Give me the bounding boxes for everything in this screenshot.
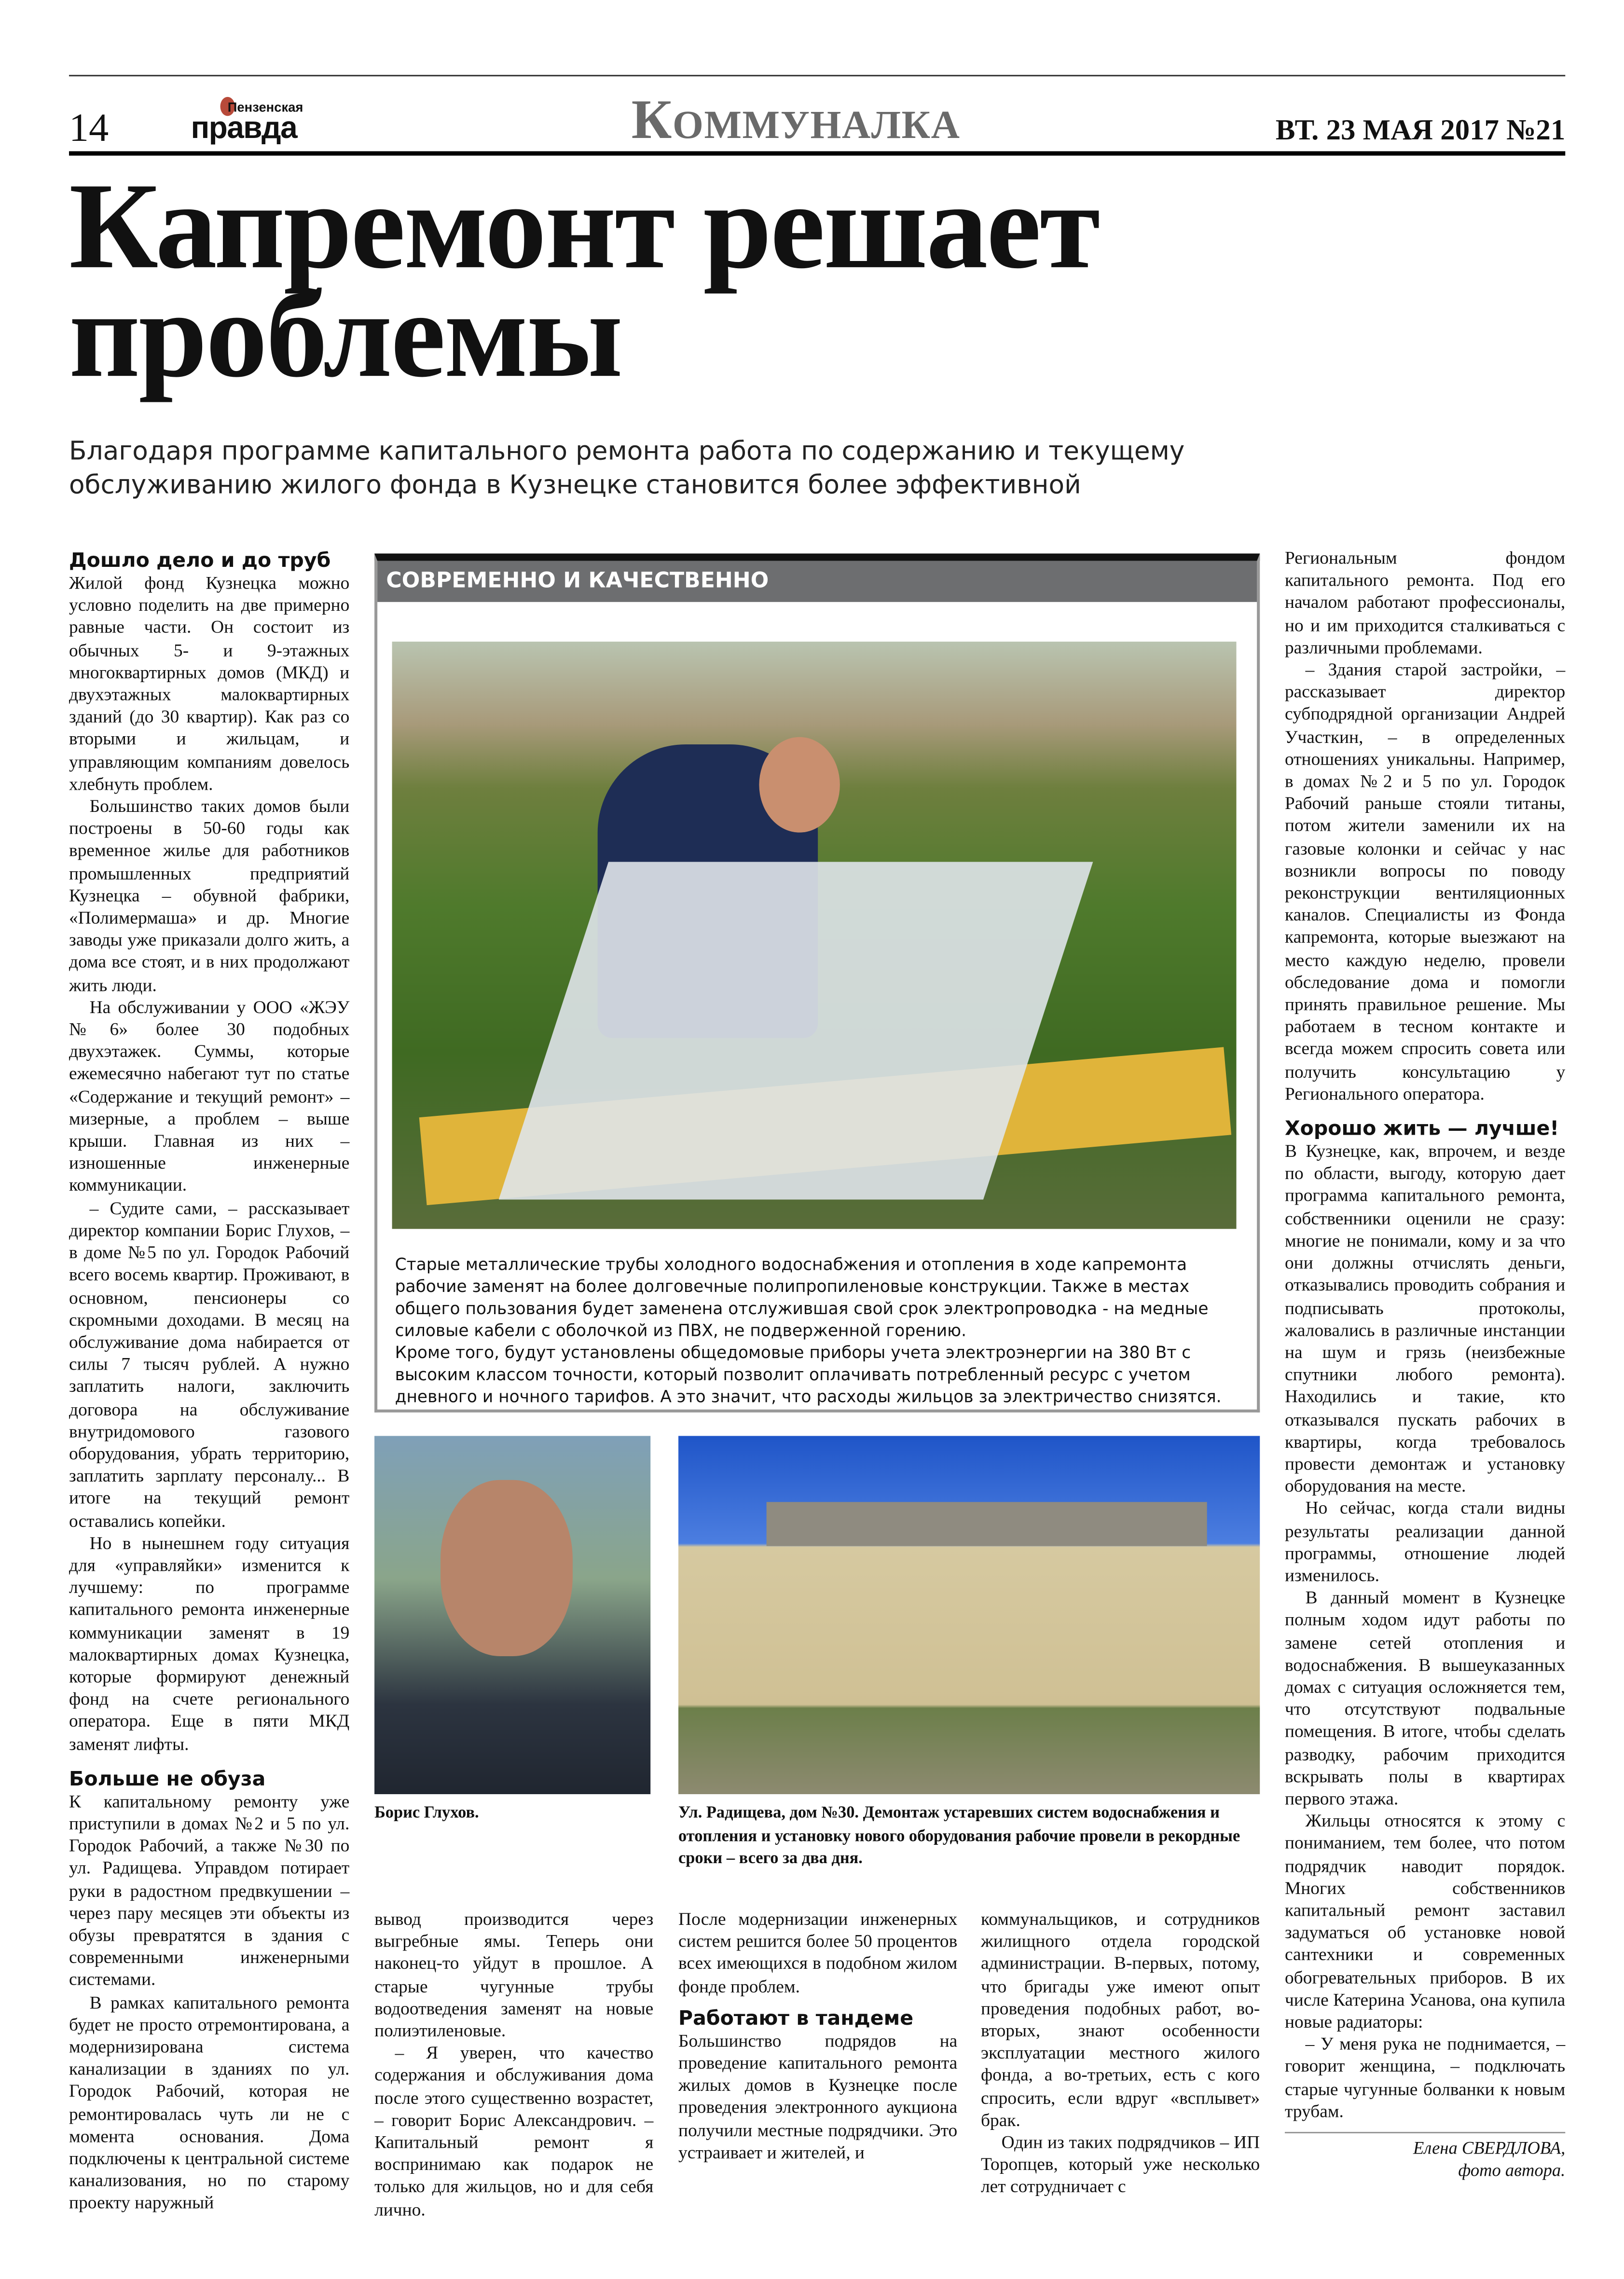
paragraph: В рамках капитального ремонта будет не просто отремонтирована, а модернизирована система канализации в зданиях по ул. Городок Рабочий, которая не ремонтировалась чуть ли не с момента основания. Дома подключены к центральной системе канализования, но по старому проекту наружный bbox=[69, 1991, 350, 2213]
sidebar-box bbox=[374, 553, 1260, 1412]
column-3 bbox=[678, 1908, 957, 2164]
paragraph: Региональным фондом капитального ремонта. Под его началом работают профессионалы, но и им приходится сталкиваться с различными проблемами. bbox=[1284, 548, 1566, 658]
box-caption-paragraph: Старые металлические трубы холодного водоснабжения и отопления в ходе капремонта рабочие заменят на более долговечные полипропиленовые конструкции. Также в местах общего пользования будет заменена отслужившая свой срок электропроводка - на медные силовые кабели с оболочкой из ПВХ, не подверженной горению. bbox=[395, 1255, 1209, 1341]
headline-line-1: Капремонт решает bbox=[69, 158, 1099, 295]
paragraph: Жильцы относятся к этому с пониманием, тем более, что потом подрядчик наводит порядок. Многих собственников капитальный ремонт заставил задуматься об установке новой сантехники и современных обогревательных приборов. В их числе Катерина Усанова, она купила новые радиаторы: bbox=[1284, 1811, 1566, 2032]
logo-big-text: правда bbox=[191, 111, 297, 146]
column-2 bbox=[374, 1908, 653, 2221]
person-photo-caption: Борис Глухов. bbox=[374, 1804, 479, 1822]
byline bbox=[1285, 2132, 1565, 2182]
subheading: Хорошо жить — лучше! bbox=[1284, 1117, 1559, 1141]
column-1 bbox=[69, 546, 349, 2215]
lead-paragraph: Благодаря программе капитального ремонта работа по содержанию и текущему обслуживанию жилого фонда в Кузнецке становится более эффективной bbox=[69, 437, 1185, 501]
paragraph: – Здания старой застройки, – рассказывает директор субподрядной организации Андрей Участкин, – в определенных отношениях уникальны. Например, в домах №2 и 5 по ул. Городок Рабочий раньше стояли титаны, потом жители заменили их на газовые колонки и сейчас у нас возникли вопросы по поводу реконструкции вентиляционных каналов. Специалисты из Фонда капремонта, которые выезжают на место каждую неделю, провели обследование дома и помогли принять правильное решение. Мы работаем в тесном контакте и всегда можем спросить совета или получить консультацию у Регионального оператора. bbox=[1284, 659, 1566, 1104]
paragraph: В данный момент в Кузнецке полным ходом идут работы по замене сетей отопления и водоснабжения. В вышеуказанных домах с ситуация осложняется тем, что отсутствуют подвальные помещения. В итоге, чтобы сделать разводку, рабочим приходится вскрывать полы в квартирах первого этажа. bbox=[1284, 1587, 1566, 1809]
paragraph: Большинство подрядов на проведение капитального ремонта жилых домов в Кузнецке после проведения электронного аукциона получили местные подрядчики. Это устраивает и жителей, и bbox=[678, 2030, 958, 2163]
paragraph: К капитальному ремонту уже приступили в домах №2 и 5 по ул. Городок Рабочий, а также №30 по ул. Радищева. Управдом потирает руки в радостном предвкушении – через пару месяцев эти объекты из обузы превратятся в здания с современными инженерными системами. bbox=[69, 1791, 350, 1990]
paragraph: Один из таких подрядчиков – ИП Торопцев, который уже несколько лет сотрудничает с bbox=[980, 2132, 1260, 2197]
section-title: Коммуналка bbox=[631, 89, 961, 151]
subheading: Больше не обуза bbox=[69, 1767, 266, 1791]
author-name: Елена СВЕРДЛОВА, bbox=[1413, 2138, 1566, 2158]
photo-credit: фото автора. bbox=[1458, 2159, 1566, 2181]
paragraph: – У меня рука не поднимается, – говорит женщина, – подключать старые чугунные болванки к новым трубам. bbox=[1284, 2033, 1566, 2122]
subheading: Работают в тандеме bbox=[678, 2006, 914, 2031]
headline-line-2: проблемы bbox=[69, 267, 622, 404]
page-number: 14 bbox=[69, 106, 109, 150]
paragraph: Большинство таких домов были построены в 50-60 годы как временное жилье для работников промышленных предприятий Кузнецка – обувной фабрики, «Полимермаша» и др. Многие заводы уже приказали долго жить, а дома все стоят, и в них продолжают жить люди. bbox=[69, 796, 350, 995]
paragraph: В Кузнецке, как, впрочем, и везде по области, выгоду, которую дает программа капитального ремонта, собственники оценили не сразу: многие не понимали, кому и за что они должны отчислять деньги, отказывались проводить собрания и подписывать протоколы, жаловались в различные инстанции на шум и грязь (неизбежные спутники любого ремонта). Находились и такие, кто отказывался пускать рабочих в квартиры, когда требовалось провести демонтаж и установку оборудования на месте. bbox=[1284, 1140, 1566, 1496]
paragraph: – Судите сами, – рассказывает директор компании Борис Глухов, – в доме №5 по ул. Городок Рабочий всего восемь квартир. Проживают, в основном, пенсионеры со скромными доходами. В месяц на обслуживание дома набирается от силы 7 тысяч рублей. А нужно заплатить налоги, заключить договора на обслуживание внутридомового газового оборудования, убрать территорию, заплатить зарплату персоналу... В итоге на текущий ремонт оставались копейки. bbox=[69, 1197, 350, 1531]
column-4 bbox=[981, 1908, 1260, 2198]
photo-house-radishcheva-30 bbox=[678, 1436, 1260, 1794]
paragraph: На обслуживании у ООО «ЖЭУ №6» более 30 подобных двухэтажек. Суммы, которые ежемесячно набегают тут по статье «Содержание и текущий ремонт» – мизерные, а проблем – выше крыши. Главная из них – изношенные инженерные коммуникации. bbox=[69, 997, 350, 1196]
photo-worker-assembling bbox=[392, 642, 1237, 1229]
headline bbox=[69, 158, 1390, 404]
photo-boris-glukhov bbox=[374, 1436, 650, 1794]
house-photo-caption: Ул. Радищева, дом №30. Демонтаж устаревших систем водоснабжения и отопления и установку нового оборудования рабочие провели в рекордные сроки – всего за два дня. bbox=[678, 1804, 1240, 1868]
box-title: СОВРЕМЕННО И КАЧЕСТВЕННО bbox=[377, 561, 1257, 602]
paragraph: Жилой фонд Кузнецка можно условно поделить на две примерно равные части. Он состоит из обычных 5- и 9-этажных многоквартирных домов (МКД) и двухэтажных малоквартирных зданий (до 30 квартир). Как раз со вторыми и жильцам, и управляющим компаниям довелось хлебнуть проблем. bbox=[69, 572, 350, 794]
issue-date: ВТ. 23 МАЯ 2017 №21 bbox=[1275, 114, 1566, 147]
newspaper-logo bbox=[191, 97, 323, 147]
logo-small-text: Пензенская bbox=[227, 99, 303, 115]
top-rule bbox=[69, 75, 1565, 76]
paragraph: После модернизации инженерных систем решится более 50 процентов всех имеющихся в подобном жилом фонде проблем. bbox=[678, 1908, 958, 1996]
paragraph: Но в нынешнем году ситуация для «управляйки» изменится к лучшему: по программе капитального ремонта инженерные коммуникации заменят в 19 малоквартирных домах Кузнецка, которые формируют денежный фонд на счете регионального оператора. Еще в пяти МКД заменят лифты. bbox=[69, 1532, 350, 1754]
paragraph: вывод производится через выгребные ямы. Теперь они наконец-то уйдут в прошлое. А старые чугунные трубы водоотведения заменят на новые полиэтиленовые. bbox=[374, 1908, 654, 2041]
box-caption bbox=[395, 1254, 1239, 1408]
column-5 bbox=[1285, 548, 1565, 2123]
paragraph: – Я уверен, что качество содержания и обслуживания дома после этого существенно возрастет, – говорит Борис Александрович. – Капитальный ремонт я воспринимаю как подарок не только для жильцов, но и для себя лично. bbox=[374, 2043, 654, 2220]
paragraph: Но сейчас, когда стали видны результаты реализации данной программы, отношение людей изменилось. bbox=[1284, 1498, 1566, 1586]
subheading: Дошло дело и до труб bbox=[69, 549, 331, 573]
box-caption-paragraph: Кроме того, будут установлены общедомовые приборы учета электроэнергии на 380 Вт с высоким классом точности, который позволит оплачивать потребленный ресурс с учетом дневного и ночного тарифов. А это значит, что расходы жильцов за электричество снизятся. bbox=[395, 1343, 1222, 1407]
header-rule bbox=[69, 151, 1565, 155]
paragraph: коммунальщиков, и сотрудников жилищного отдела городской администрации. В-первых, потому, что бригады уже имеют опыт проведения подобных работ, во-вторых, знают особенности эксплуатации местного жилого фонда, а во-третьих, есть с кого спросить, если вдруг «всплывет» брак. bbox=[980, 1908, 1260, 2130]
